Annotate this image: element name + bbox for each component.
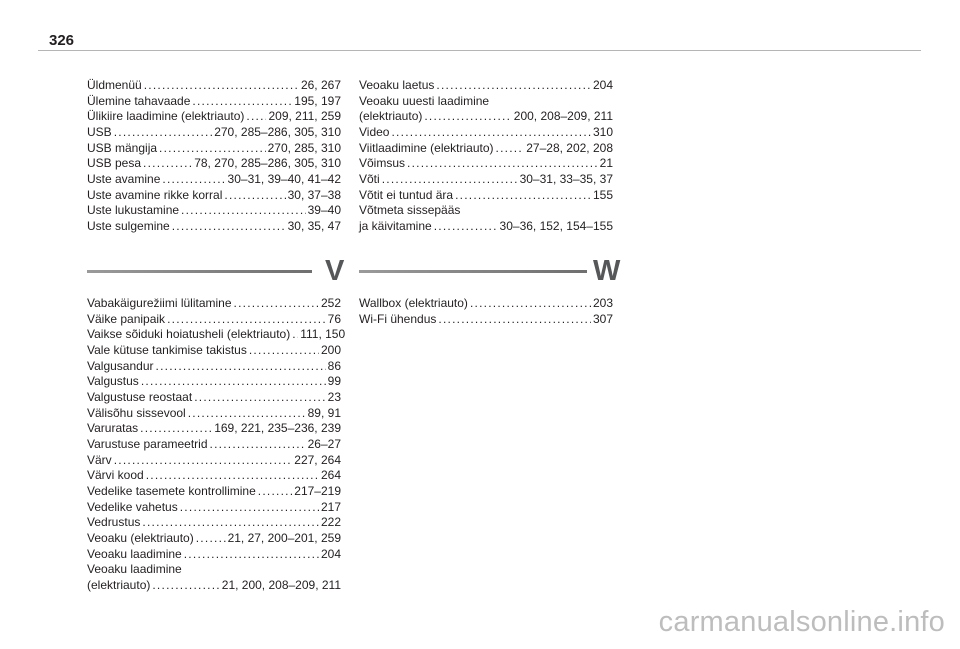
index-pages: 26, 267 [300,78,341,92]
index-entry [359,172,613,188]
index-entry [359,219,613,235]
index-term-line: Veoaku uuesti laadimine [359,93,490,108]
index-entry [87,125,341,141]
index-pages: 222 [320,515,341,530]
index-term: Video [359,124,390,139]
index-term: Uste avamine [87,171,161,186]
index-term: USB mängija [87,140,158,155]
index-entry [87,203,341,219]
index-entry [87,484,341,500]
index-entry [359,125,613,141]
heading-bar [359,270,587,273]
index-term: (elektriauto) [87,577,151,592]
index-term: Valgusandur [87,358,154,373]
index-entry [87,312,341,328]
index-pages: 26–27 [307,436,341,451]
leader-dots [382,172,518,188]
index-entry [87,453,341,469]
leader-dots [246,109,266,125]
index-entry [359,188,613,204]
index-term: Wi-Fi ühendus [359,311,437,326]
leader-dots [224,188,285,204]
leader-dots [292,327,298,343]
leader-dots [496,141,525,157]
index-pages: 27–28, 202, 208 [526,140,613,155]
index-term: Veoaku laetus [359,78,435,92]
index-term: USB [87,124,112,139]
leader-dots [114,453,293,469]
index-entry [87,468,341,484]
index-entry [87,359,341,375]
section-letter: W [593,255,621,287]
leader-dots [438,312,591,328]
index-term: Välisõhu sissevool [87,405,186,420]
index-entry [87,296,341,312]
index-term: USB pesa [87,156,142,171]
section-heading-w [359,256,619,296]
index-list-u-left [87,78,341,235]
index-entry [87,343,341,359]
index-entry [87,421,341,437]
index-pages: 30–31, 39–40, 41–42 [227,171,341,186]
leader-dots [258,484,293,500]
index-term: Vedelike vahetus [87,499,178,514]
leader-dots [162,172,225,188]
index-term: Vabakäigurežiimi lülitamine [87,296,232,310]
leader-dots [146,468,319,484]
index-pages: 200 [320,342,341,357]
index-pages: 21, 27, 200–201, 259 [227,530,341,545]
index-term-line: Veoaku laadimine [87,562,182,577]
leader-dots [140,421,212,437]
leader-dots [210,437,306,453]
index-term: Võti [359,171,380,186]
index-pages: 307 [592,311,613,326]
page-number: 326 [49,32,75,49]
index-pages: 200, 208–209, 211 [513,109,613,124]
index-entry [87,141,341,157]
leader-dots [152,578,219,594]
heading-bar [87,270,312,273]
index-term: Valgustus [87,374,139,389]
index-list-w [359,296,613,327]
leader-dots [114,125,213,141]
index-entry [87,219,341,235]
leader-dots [144,78,299,94]
index-entry [87,327,346,343]
leader-dots [192,94,292,110]
index-pages: 111, 150 [300,327,346,342]
index-term: Ülemine tahavaade [87,93,191,108]
leader-dots [172,219,286,235]
leader-dots [424,109,511,125]
index-entry [87,515,341,531]
index-pages: 30–36, 152, 154–155 [499,218,613,233]
index-pages: 99 [327,374,341,389]
index-pages: 310 [592,124,613,139]
index-pages: 252 [320,296,341,310]
top-rule [38,50,921,51]
index-entry [87,374,341,390]
index-term: Varuratas [87,421,139,436]
section-heading-v [87,255,345,296]
index-pages: 217–219 [294,483,341,498]
index-term: Viitlaadimine (elektriauto) [359,140,494,155]
leader-dots [470,296,591,312]
index-term: Võtit ei tuntud ära [359,187,454,202]
index-term: Uste lukustamine [87,203,180,218]
leader-dots [455,188,591,204]
index-entry [359,78,613,94]
leader-dots [167,312,326,328]
index-pages: 39–40 [307,203,341,218]
index-entry [87,531,341,547]
index-pages: 86 [327,358,341,373]
index-term: Valgustuse reostaat [87,389,193,404]
index-entry [87,109,341,125]
index-term: Värvi kood [87,468,144,483]
leader-dots [196,531,226,547]
index-entry [87,188,341,204]
leader-dots [159,141,266,157]
leader-dots [143,156,192,172]
leader-dots [141,374,326,390]
index-pages: 21 [599,156,613,171]
index-entry [87,406,341,422]
index-pages: 155 [592,187,613,202]
index-pages: 209, 211, 259 [268,109,341,124]
index-entry [359,312,613,328]
leader-dots [234,296,319,312]
index-entry [87,578,341,594]
index-entry [359,141,613,157]
index-pages: 195, 197 [294,93,341,108]
index-pages: 30, 35, 47 [287,218,341,233]
index-term: (elektriauto) [359,109,423,124]
index-term: Ülikiire laadimine (elektriauto) [87,109,245,124]
index-term: Uste avamine rikke korral [87,187,223,202]
index-pages: 204 [320,546,341,561]
leader-dots [407,156,598,172]
leader-dots [180,500,319,516]
leader-dots [188,406,306,422]
index-pages: 76 [327,311,341,326]
leader-dots [181,203,306,219]
index-entry [87,78,341,94]
index-pages: 21, 200, 208–209, 211 [221,577,341,592]
watermark: carmanualsonline.info [658,606,945,638]
index-pages: 23 [327,389,341,404]
index-list-u-right [359,78,613,235]
index-term: Vale kütuse tankimise takistus [87,342,247,357]
index-term: Veoaku laadimine [87,546,182,561]
leader-dots [194,390,325,406]
index-term: Veoaku (elektriauto) [87,530,194,545]
index-term: Uste sulgemine [87,218,170,233]
index-pages: 270, 285–286, 305, 310 [214,124,341,139]
index-term: Värv [87,452,112,467]
leader-dots [142,515,319,531]
index-term: Väike panipaik [87,311,166,326]
index-entry [359,109,613,125]
index-pages: 78, 270, 285–286, 305, 310 [194,156,341,171]
index-term: Vedrustus [87,515,141,530]
index-pages: 264 [320,468,341,483]
index-entry [87,500,341,516]
leader-dots [434,219,498,235]
index-term-line: Võtmeta sissepääs [359,203,461,218]
index-pages: 270, 285, 310 [267,140,341,155]
index-pages: 30, 37–38 [287,187,341,202]
leader-dots [391,125,590,141]
index-pages: 227, 264 [294,452,341,467]
index-entry [87,156,341,172]
index-entry [87,172,341,188]
index-term: Võimsus [359,156,406,171]
index-pages: 217 [320,499,341,514]
leader-dots [184,547,319,563]
index-entry [87,94,341,110]
index-entry [359,156,613,172]
index-pages: 169, 221, 235–236, 239 [214,421,341,436]
leader-dots [436,78,591,94]
index-term: Vaikse sõiduki hoiatusheli (elektriauto) [87,327,291,342]
index-term: ja käivitamine [359,218,432,233]
leader-dots [156,359,326,375]
index-entry [87,437,341,453]
index-pages: 89, 91 [307,405,341,420]
index-entry [87,547,341,563]
leader-dots [249,343,319,359]
index-term: Üldmenüü [87,78,142,92]
index-term: Vedelike tasemete kontrollimine [87,483,256,498]
index-entry [87,390,341,406]
index-pages: 203 [592,296,613,310]
index-list-v [87,296,346,593]
index-term: Wallbox (elektriauto) [359,296,468,310]
index-pages: 30–31, 33–35, 37 [519,171,613,186]
index-pages: 204 [592,78,613,92]
index-entry [359,296,613,312]
index-term: Varustuse parameetrid [87,436,208,451]
section-letter: V [325,255,345,287]
